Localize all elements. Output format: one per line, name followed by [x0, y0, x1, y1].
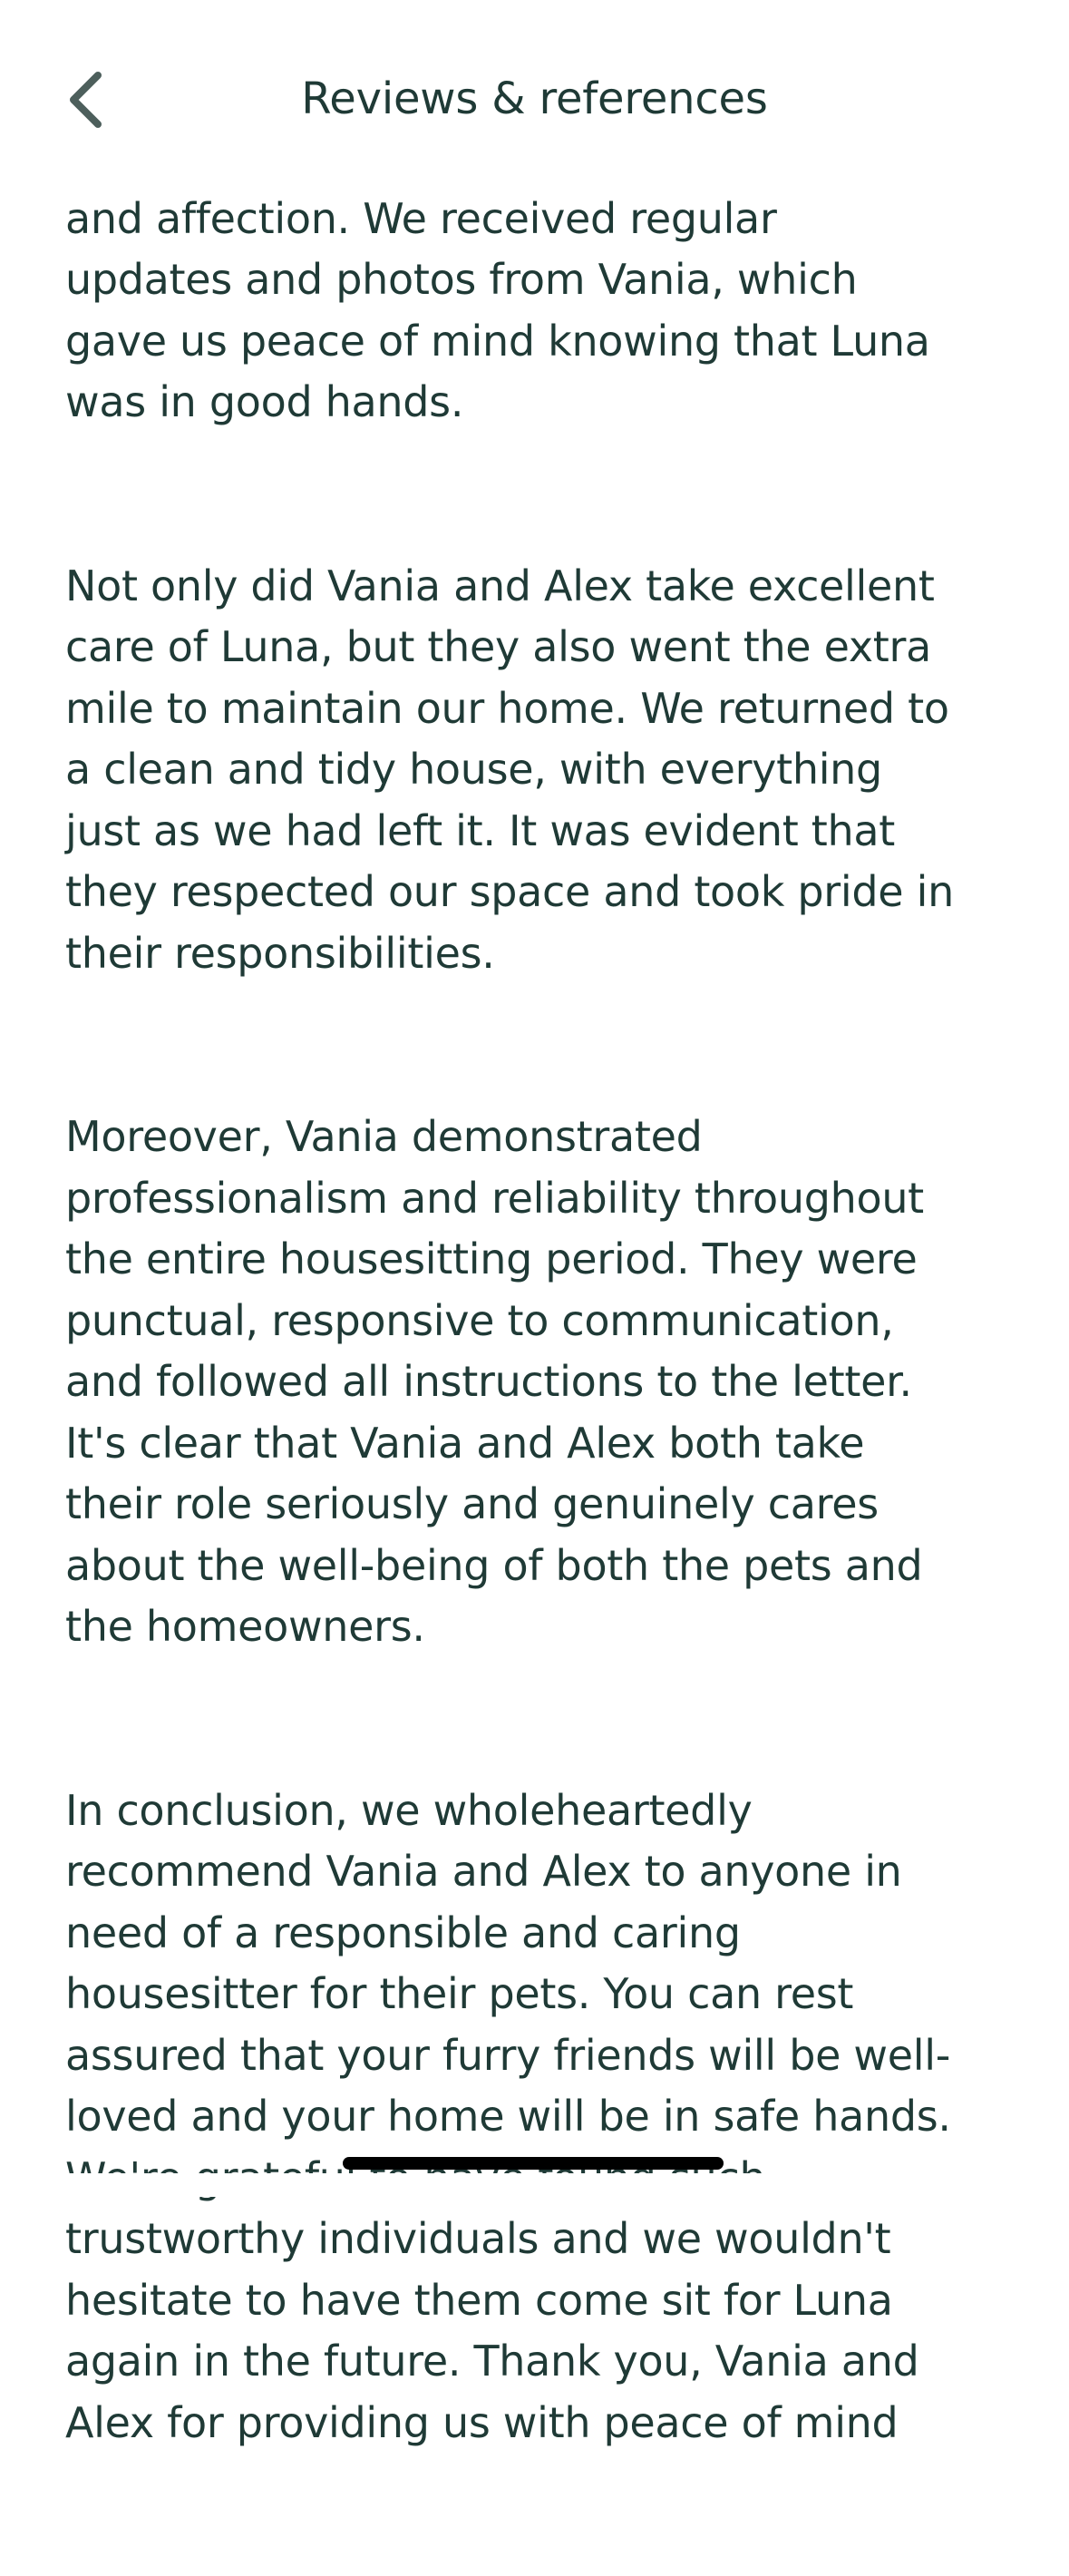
review-text: [65, 127, 1008, 2576]
review-paragraph: and affection. We received regular updates and photos from Vania, which gave us peace of mind knowing that Luna was in good hands.: [65, 193, 930, 426]
review-paragraph: Moreover, Vania demonstrated professionalism and reliability throughout the entire housesitting period. They were punctual, responsive to communication, and followed all instructions to the letter. It's clear that Vania and Alex both take their role seriously and genuinely cares about the well-being of both the pets and the homeowners.: [65, 1112, 924, 1651]
header-bar: [0, 0, 1069, 156]
home-indicator[interactable]: [343, 2157, 724, 2170]
review-paragraph: Not only did Vania and Alex take excellent care of Luna, but they also went the extra mile to maintain our home. We returned to a clean and tidy house, with everything just as we had left it. It was evident that they respected our space and took pride in their responsibilities.: [65, 561, 954, 978]
page-title: Reviews & references: [301, 73, 768, 124]
bottom-edge: [0, 2173, 1069, 2197]
review-paragraph: In conclusion, we wholeheartedly recommend Vania and Alex to anyone in need of a responsible and caring housesitter for their pets. You can rest assured that your furry friends will be well- loved and your home will be in safe hands. trustworthy individuals and we wouldn't hesitate to have them come sit for Luna again in the future. Thank you, Vania and Alex for providing us with peace of mind: [65, 1785, 951, 2447]
